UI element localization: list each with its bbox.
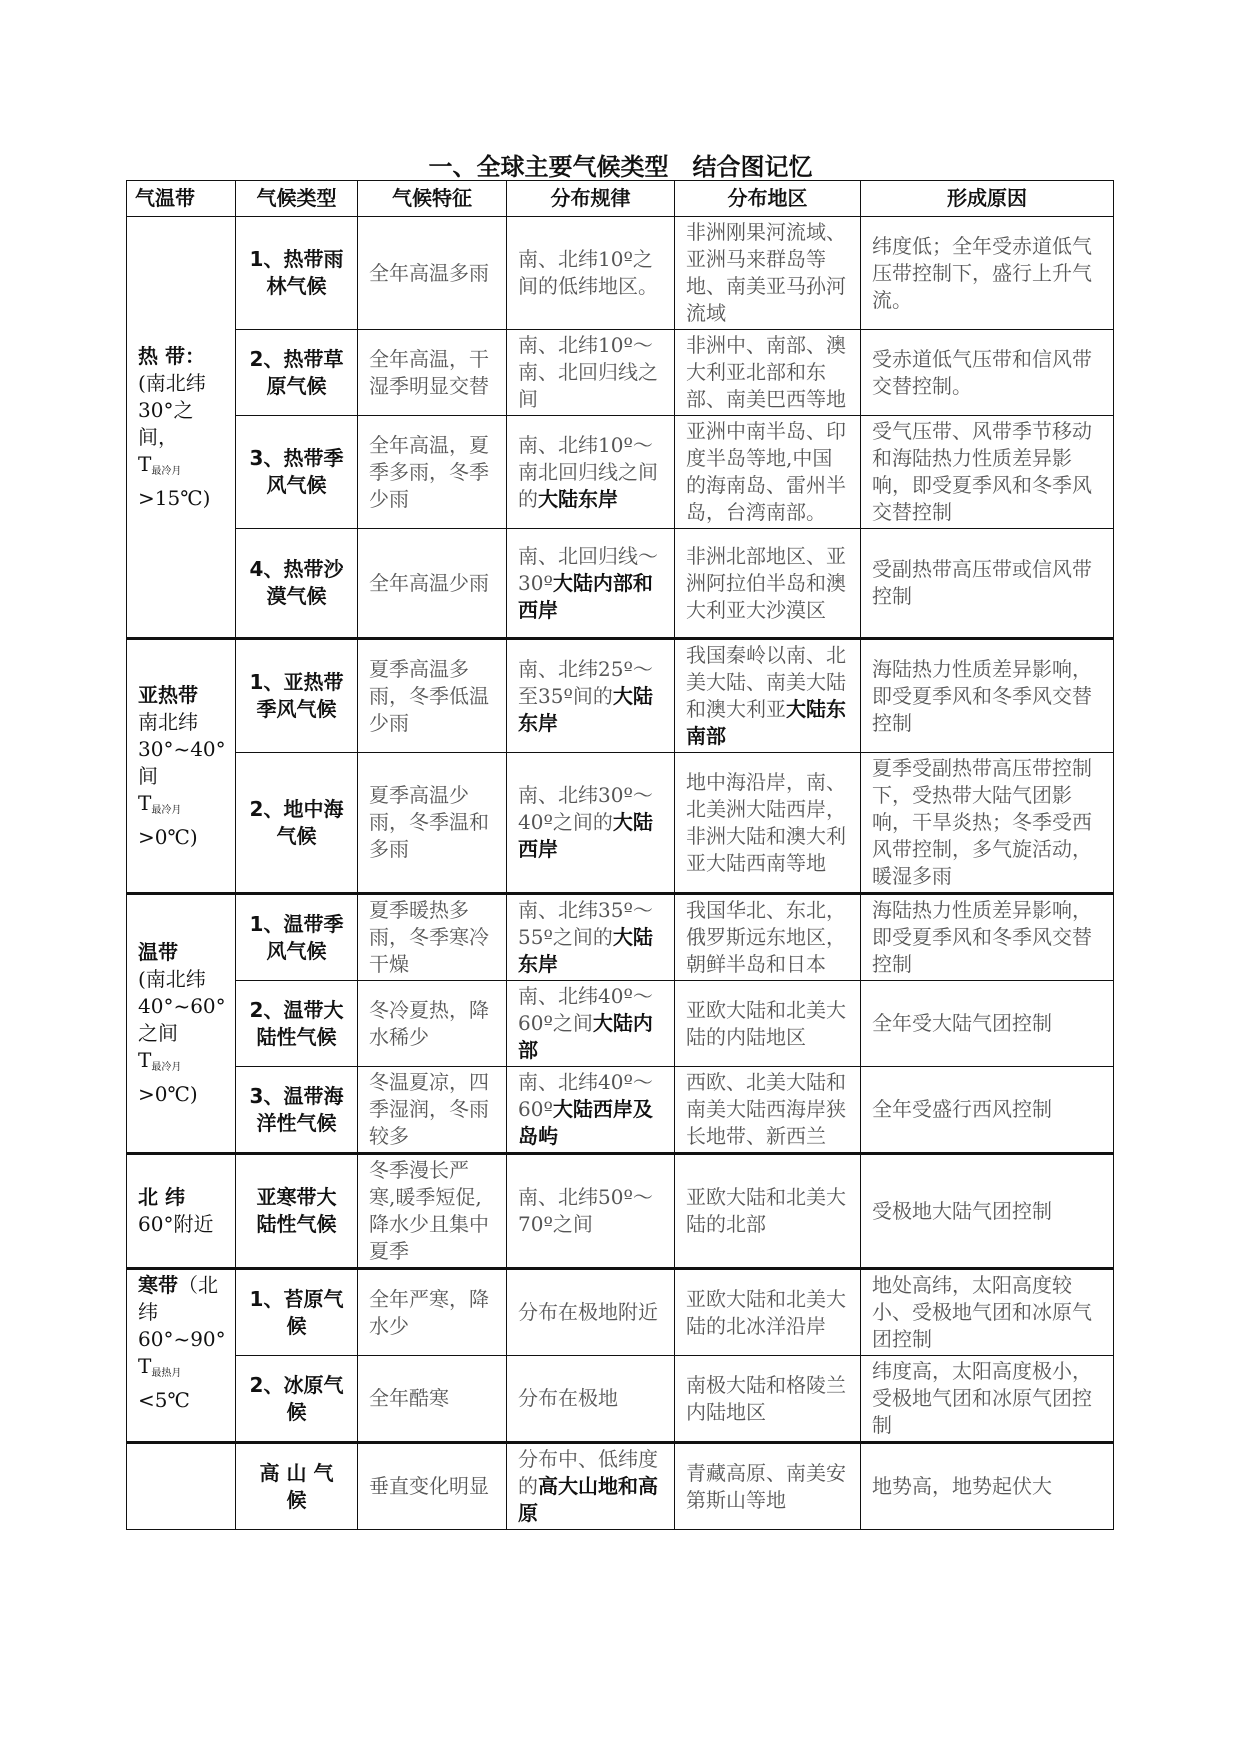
zone-temp: $T_{最冷月}>0℃$) bbox=[138, 1048, 198, 1106]
zone-name: 热 带： bbox=[138, 343, 205, 368]
climate-type: 2、温带大陆性气候 bbox=[236, 981, 358, 1067]
climate-pattern: 南、北纬30º～40º之间的大陆西岸 bbox=[507, 753, 675, 894]
climate-region: 我国秦岭以南、北美大陆、南美大陆和澳大利亚大陆东南部 bbox=[675, 639, 861, 753]
climate-region: 亚欧大陆和北美大陆的北冰洋沿岸 bbox=[675, 1269, 861, 1356]
climate-type: 高 山 气 候 bbox=[236, 1443, 358, 1530]
zone-cell-temperate bbox=[127, 894, 236, 1154]
climate-feature: 全年酷寒 bbox=[358, 1356, 507, 1443]
climate-cause: 受赤道低气压带和信风带交替控制。 bbox=[861, 330, 1114, 416]
climate-region: 非洲北部地区、亚洲阿拉伯半岛和澳大利亚大沙漠区 bbox=[675, 529, 861, 639]
header-region: 分布地区 bbox=[675, 181, 861, 217]
climate-region: 地中海沿岸，南、北美洲大陆西岸，非洲大陆和澳大利亚大陆西南等地 bbox=[675, 753, 861, 894]
zone-temp: $T_{最冷月}>15℃$) bbox=[138, 451, 211, 510]
climate-cause: 全年受大陆气团控制 bbox=[861, 981, 1114, 1067]
climate-pattern: 分布在极地附近 bbox=[507, 1269, 675, 1356]
zone-cell-subtropical bbox=[127, 639, 236, 894]
zone-cell-frigid bbox=[127, 1269, 236, 1443]
zone-desc: 60°附近 bbox=[138, 1212, 214, 1236]
climate-table bbox=[126, 180, 1114, 1530]
zone-desc: 南北纬30°~40°间 bbox=[138, 709, 226, 788]
climate-region: 亚欧大陆和北美大陆的北部 bbox=[675, 1154, 861, 1269]
climate-region: 亚洲中南半岛、印度半岛等地,中国的海南岛、雷州半岛，台湾南部。 bbox=[675, 416, 861, 529]
climate-pattern: 南、北纬10º～南、北回归线之间 bbox=[507, 330, 675, 416]
zone-name: 温带 bbox=[138, 940, 178, 964]
climate-feature: 全年高温少雨 bbox=[358, 529, 507, 639]
climate-cause: 受副热带高压带或信风带控制 bbox=[861, 529, 1114, 639]
climate-region: 亚欧大陆和北美大陆的内陆地区 bbox=[675, 981, 861, 1067]
zone-name: 北 纬 bbox=[138, 1185, 185, 1209]
table-row bbox=[127, 1269, 1114, 1356]
climate-type: 1、温带季风气候 bbox=[236, 894, 358, 981]
climate-feature: 全年高温，干湿季明显交替 bbox=[358, 330, 507, 416]
zone-desc: (南北纬40°~60°之间 bbox=[138, 967, 226, 1045]
header-type: 气候类型 bbox=[236, 181, 358, 217]
zone-temp: $T_{最冷月}>0℃$) bbox=[138, 790, 198, 849]
table-row bbox=[127, 1443, 1114, 1530]
zone-temp: $T_{最热月}<5℃$ bbox=[138, 1354, 190, 1412]
climate-type: 2、冰原气候 bbox=[236, 1356, 358, 1443]
climate-type: 4、热带沙漠气候 bbox=[236, 529, 358, 639]
climate-type: 1、苔原气候 bbox=[236, 1269, 358, 1356]
climate-region: 非洲中、南部、澳大利亚北部和东部、南美巴西等地 bbox=[675, 330, 861, 416]
climate-cause: 海陆热力性质差异影响，即受夏季风和冬季风交替控制 bbox=[861, 639, 1114, 753]
climate-pattern: 分布中、低纬度的高大山地和高原 bbox=[507, 1443, 675, 1530]
climate-pattern: 南、北纬40º～60º之间大陆内部 bbox=[507, 981, 675, 1067]
zone-cell-empty bbox=[127, 1443, 236, 1530]
climate-pattern: 南、北纬35º～55º之间的大陆东岸 bbox=[507, 894, 675, 981]
page-title: 一、全球主要气候类型 结合图记忆 bbox=[428, 153, 813, 181]
zone-name: 亚热带 bbox=[138, 682, 198, 707]
climate-feature: 冬季漫长严寒,暖季短促,降水少且集中夏季 bbox=[358, 1154, 507, 1269]
climate-region: 南极大陆和格陵兰内陆地区 bbox=[675, 1356, 861, 1443]
table-row bbox=[127, 1067, 1114, 1154]
climate-feature: 冬温夏凉，四季湿润，冬雨较多 bbox=[358, 1067, 507, 1154]
table-row bbox=[127, 981, 1114, 1067]
table-row bbox=[127, 753, 1114, 894]
table-row bbox=[127, 529, 1114, 639]
zone-desc: 寒带（北纬60°~90° bbox=[138, 1273, 226, 1351]
climate-cause: 夏季受副热带高压带控制下，受热带大陆气团影响，干旱炎热；冬季受西风带控制，多气旋活动，暖湿多雨 bbox=[861, 753, 1114, 894]
zone-cell-subarctic bbox=[127, 1154, 236, 1269]
climate-feature: 垂直变化明显 bbox=[358, 1443, 507, 1530]
climate-pattern: 南、北纬10º之间的低纬地区。 bbox=[507, 217, 675, 330]
climate-type: 2、地中海气候 bbox=[236, 753, 358, 894]
climate-pattern: 南、北回归线～30º大陆内部和西岸 bbox=[507, 529, 675, 639]
climate-type: 亚寒带大陆性气候 bbox=[236, 1154, 358, 1269]
climate-feature: 全年高温，夏季多雨，冬季少雨 bbox=[358, 416, 507, 529]
climate-cause: 受极地大陆气团控制 bbox=[861, 1154, 1114, 1269]
climate-cause: 海陆热力性质差异影响，即受夏季风和冬季风交替控制 bbox=[861, 894, 1114, 981]
climate-cause: 地处高纬，太阳高度较小、受极地气团和冰原气团控制 bbox=[861, 1269, 1114, 1356]
climate-cause: 纬度低；全年受赤道低气压带控制下，盛行上升气流。 bbox=[861, 217, 1114, 330]
header-pattern: 分布规律 bbox=[507, 181, 675, 217]
climate-feature: 冬冷夏热，降水稀少 bbox=[358, 981, 507, 1067]
climate-type: 3、温带海洋性气候 bbox=[236, 1067, 358, 1154]
header-cause: 形成原因 bbox=[861, 181, 1114, 217]
climate-feature: 全年严寒，降水少 bbox=[358, 1269, 507, 1356]
climate-cause: 受气压带、风带季节移动和海陆热力性质差异影响，即受夏季风和冬季风交替控制 bbox=[861, 416, 1114, 529]
climate-region: 非洲刚果河流域、亚洲马来群岛等地、南美亚马孙河流域 bbox=[675, 217, 861, 330]
climate-pattern: 南、北纬50º～70º之间 bbox=[507, 1154, 675, 1269]
climate-feature: 全年高温多雨 bbox=[358, 217, 507, 330]
climate-type: 1、亚热带季风气候 bbox=[236, 639, 358, 753]
zone-desc: (南北纬30°之间， bbox=[138, 370, 206, 449]
climate-region: 青藏高原、南美安第斯山等地 bbox=[675, 1443, 861, 1530]
climate-cause: 纬度高，太阳高度极小，受极地气团和冰原气团控制 bbox=[861, 1356, 1114, 1443]
table-row bbox=[127, 894, 1114, 981]
climate-cause: 全年受盛行西风控制 bbox=[861, 1067, 1114, 1154]
zone-cell-tropical bbox=[127, 217, 236, 639]
table-row bbox=[127, 1356, 1114, 1443]
table-row bbox=[127, 416, 1114, 529]
climate-feature: 夏季高温多雨，冬季低温少雨 bbox=[358, 639, 507, 753]
header-row bbox=[127, 181, 1114, 217]
climate-region: 西欧、北美大陆和南美大陆西海岸狭长地带、新西兰 bbox=[675, 1067, 861, 1154]
table-row bbox=[127, 639, 1114, 753]
table-row bbox=[127, 1154, 1114, 1269]
header-zone: 气温带 bbox=[127, 181, 236, 217]
climate-feature: 夏季高温少雨，冬季温和多雨 bbox=[358, 753, 507, 894]
header-feature: 气候特征 bbox=[358, 181, 507, 217]
climate-type: 3、热带季风气候 bbox=[236, 416, 358, 529]
climate-type: 1、热带雨林气候 bbox=[236, 217, 358, 330]
climate-pattern: 南、北纬25º～至35º间的大陆东岸 bbox=[507, 639, 675, 753]
climate-feature: 夏季暖热多雨，冬季寒冷干燥 bbox=[358, 894, 507, 981]
climate-region: 我国华北、东北，俄罗斯远东地区，朝鲜半岛和日本 bbox=[675, 894, 861, 981]
table-row bbox=[127, 217, 1114, 330]
climate-pattern: 南、北纬10º～南北回归线之间的大陆东岸 bbox=[507, 416, 675, 529]
climate-type: 2、热带草原气候 bbox=[236, 330, 358, 416]
table-row bbox=[127, 330, 1114, 416]
climate-cause: 地势高，地势起伏大 bbox=[861, 1443, 1114, 1530]
climate-pattern: 分布在极地 bbox=[507, 1356, 675, 1443]
climate-pattern: 南、北纬40º～60º大陆西岸及岛屿 bbox=[507, 1067, 675, 1154]
